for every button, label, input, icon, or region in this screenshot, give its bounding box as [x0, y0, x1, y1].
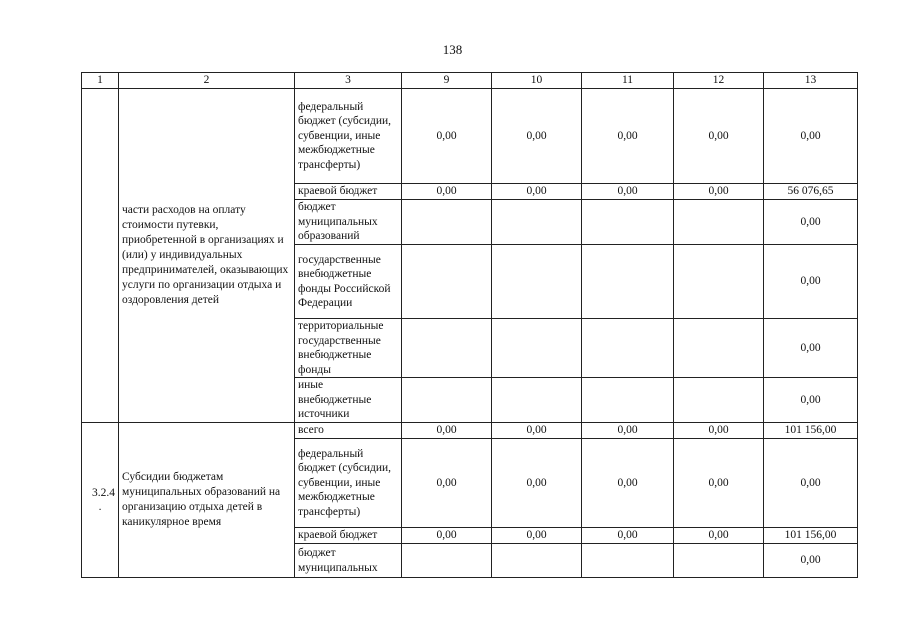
funding-source: территориальные государственные внебюджетные фонды — [295, 319, 402, 378]
funding-source: краевой бюджет — [295, 528, 402, 544]
funding-source: иные внебюджетные источники — [295, 378, 402, 423]
value-col-10 — [492, 319, 582, 378]
value-col-12 — [674, 245, 764, 319]
value-col-13: 0,00 — [764, 378, 858, 423]
value-col-10 — [492, 378, 582, 423]
value-col-10: 0,00 — [492, 89, 582, 184]
funding-source: бюджет муниципальных — [295, 544, 402, 578]
value-col-13: 101 156,00 — [764, 423, 858, 439]
funding-source: федеральный бюджет (субсидии, субвенции, иные межбюджетные трансферты) — [295, 439, 402, 528]
funding-source: федеральный бюджет (субсидии, субвенции, иные межбюджетные трансферты) — [295, 89, 402, 184]
row-description: части расходов на оплату стоимости путевки, приобретенной в организациях и (или) у индивидуальных предпринимателей, оказывающих услуги по организации отдыха и оздоровления детей — [119, 89, 295, 423]
value-col-9: 0,00 — [402, 423, 492, 439]
value-col-10 — [492, 544, 582, 578]
value-col-10: 0,00 — [492, 184, 582, 200]
value-col-9: 0,00 — [402, 528, 492, 544]
value-col-9 — [402, 378, 492, 423]
value-col-12: 0,00 — [674, 439, 764, 528]
header-col-10: 10 — [492, 73, 582, 89]
value-col-12 — [674, 544, 764, 578]
value-col-11: 0,00 — [582, 89, 674, 184]
value-col-12: 0,00 — [674, 89, 764, 184]
value-col-9 — [402, 544, 492, 578]
value-col-11: 0,00 — [582, 184, 674, 200]
value-col-9 — [402, 319, 492, 378]
value-col-12 — [674, 319, 764, 378]
value-col-9: 0,00 — [402, 89, 492, 184]
row-code-number: 3.2.4 — [92, 487, 115, 499]
page-number: 138 — [442, 42, 463, 57]
row-code — [82, 423, 119, 578]
funding-source: бюджет муниципальных образований — [295, 200, 402, 245]
value-col-10: 0,00 — [492, 423, 582, 439]
value-col-11 — [582, 200, 674, 245]
value-col-12 — [674, 378, 764, 423]
value-col-10: 0,00 — [492, 439, 582, 528]
value-col-11 — [582, 245, 674, 319]
header-col-13: 13 — [764, 73, 858, 89]
header-col-9: 9 — [402, 73, 492, 89]
header-col-12: 12 — [674, 73, 764, 89]
value-col-11 — [582, 544, 674, 578]
value-col-13: 101 156,00 — [764, 528, 858, 544]
value-col-12: 0,00 — [674, 423, 764, 439]
funding-source: государственные внебюджетные фонды Российской Федерации — [295, 245, 402, 319]
funding-source: краевой бюджет — [295, 184, 402, 200]
value-col-13: 0,00 — [764, 200, 858, 245]
value-col-13: 56 076,65 — [764, 184, 858, 200]
table-row — [82, 89, 858, 184]
row-description: Субсидии бюджетам муниципальных образований на организацию отдыха детей в каникулярное время — [119, 423, 295, 578]
value-col-9 — [402, 245, 492, 319]
value-col-10 — [492, 245, 582, 319]
value-col-9 — [402, 200, 492, 245]
row-code — [82, 89, 119, 423]
value-col-10: 0,00 — [492, 528, 582, 544]
row-code-suffix: . — [98, 501, 102, 513]
value-col-11: 0,00 — [582, 528, 674, 544]
value-col-10 — [492, 200, 582, 245]
value-col-13: 0,00 — [764, 439, 858, 528]
table-row — [82, 423, 858, 439]
value-col-11: 0,00 — [582, 439, 674, 528]
value-col-13: 0,00 — [764, 245, 858, 319]
value-col-13: 0,00 — [764, 89, 858, 184]
value-col-12: 0,00 — [674, 184, 764, 200]
value-col-11 — [582, 378, 674, 423]
value-col-9: 0,00 — [402, 439, 492, 528]
funding-source: всего — [295, 423, 402, 439]
value-col-12: 0,00 — [674, 528, 764, 544]
header-col-1: 1 — [82, 73, 119, 89]
value-col-13: 0,00 — [764, 544, 858, 578]
header-col-2: 2 — [119, 73, 295, 89]
value-col-9: 0,00 — [402, 184, 492, 200]
value-col-11: 0,00 — [582, 423, 674, 439]
value-col-11 — [582, 319, 674, 378]
header-col-11: 11 — [582, 73, 674, 89]
value-col-13: 0,00 — [764, 319, 858, 378]
header-col-3: 3 — [295, 73, 402, 89]
header-row — [82, 73, 858, 89]
budget-table — [81, 72, 858, 578]
value-col-12 — [674, 200, 764, 245]
